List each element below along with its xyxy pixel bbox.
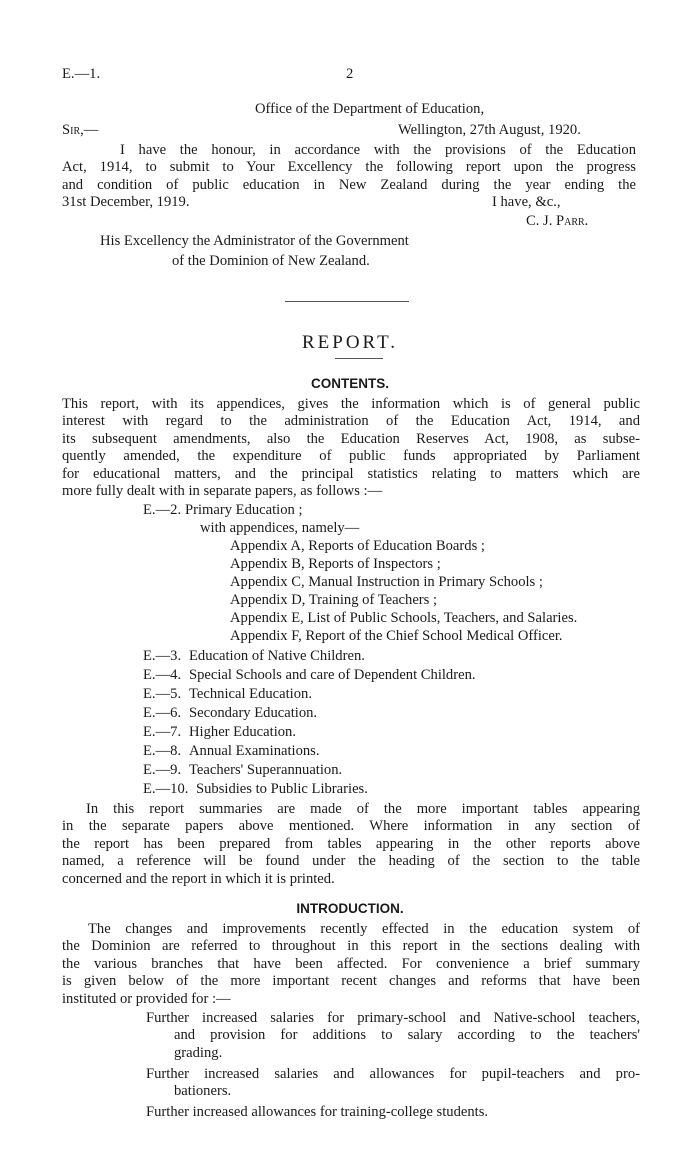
introduction-heading: INTRODUCTION. [296, 901, 404, 916]
paper-label: Subsidies to Public Libraries. [196, 781, 368, 797]
contents-intro-line: This report, with its appendices, gives the information which is of general public [62, 396, 640, 412]
paper-label: Secondary Education. [189, 705, 318, 721]
paper-label: Technical Education. [189, 686, 312, 702]
title-underline [335, 358, 383, 359]
introduction-item [146, 1066, 640, 1101]
appendix-item: Appendix C, Manual Instruction in Primary Schools ; [230, 574, 543, 590]
letter-body-line: I have the honour, in accordance with the provisions of the Education [120, 142, 636, 158]
introduction-item-line: Further increased salaries and allowances for pupil-teachers and pro- [146, 1066, 640, 1082]
introduction-item-line: Further increased salaries for primary-school and Native-school teachers, [146, 1010, 640, 1026]
summary-line: named, a reference will be found under the heading of the section to the table [62, 853, 640, 870]
paper-label: Annual Examinations. [189, 743, 320, 759]
paper-label: Education of Native Children. [189, 648, 365, 664]
introduction-item [146, 1010, 640, 1062]
letter-signature: C. J. Parr. [526, 213, 589, 229]
primary-education-code: E.—2. [143, 502, 182, 518]
appendix-item: Appendix A, Reports of Education Boards ; [230, 538, 485, 554]
introduction-line: instituted or provided for :— [62, 990, 231, 1007]
paper-label: Higher Education. [189, 724, 296, 740]
introduction-line: the various branches that have been affected. For convenience a brief summary [62, 955, 640, 972]
page-number: 2 [346, 66, 354, 82]
paper-code: E.—8. [143, 743, 182, 759]
primary-with-appendices: with appendices, namely— [200, 520, 360, 536]
letter-place-date: Wellington, 27th August, 1920. [398, 122, 581, 138]
contents-heading: CONTENTS. [310, 376, 389, 391]
introduction-item-line: bationers. [174, 1083, 232, 1100]
paper-code: E.—7. [143, 724, 182, 740]
introduction-paragraph [62, 921, 640, 1008]
introduction-item-line: grading. [174, 1044, 223, 1061]
paper-code: E.—6. [143, 705, 182, 721]
summary-line: concerned and the report in which it is printed. [62, 870, 335, 887]
contents-intro-line: interest with regard to the administration of the Education Act, 1914, and [62, 413, 640, 430]
summary-line: In this report summaries are made of the more important tables appearing [86, 801, 640, 817]
appendix-item: Appendix D, Training of Teachers ; [230, 592, 438, 608]
introduction-line: the Dominion are referred to throughout in this report in the sections dealing with [62, 938, 640, 955]
letter-addressee-line2: of the Dominion of New Zealand. [172, 253, 370, 269]
introduction-item-line: Further increased allowances for training-college students. [146, 1104, 489, 1120]
primary-education-label: Primary Education ; [185, 502, 303, 518]
section-divider [285, 301, 409, 302]
letter-body-line: and condition of public education in New Zealand during the year ending the [62, 176, 636, 193]
introduction-line: is given below of the more important recent changes and reforms that have been [62, 973, 640, 990]
appendix-item: Appendix B, Reports of Inspectors ; [230, 556, 441, 572]
paper-label: Special Schools and care of Dependent Children. [189, 667, 476, 683]
letter-body-line: Act, 1914, to submit to Your Excellency the following report upon the progress [62, 159, 636, 176]
paper-code: E.—10. [143, 781, 189, 797]
letter-addressee-line1: His Excellency the Administrator of the Government [100, 233, 409, 249]
contents-intro-line: its subsequent amendments, also the Education Reserves Act, 1908, as subse- [62, 430, 640, 447]
contents-intro-line: for educational matters, and the principal statistics relating to matters which are [62, 465, 640, 482]
letter-salutation: Sir,— [62, 122, 99, 138]
page-code: E.—1. [62, 66, 101, 82]
summary-line: the report has been prepared from tables appearing in the other reports above [62, 835, 640, 852]
letter-closing: I have, &c., [492, 194, 561, 210]
introduction-line: The changes and improvements recently effected in the education system of [88, 921, 640, 937]
paper-label: Teachers' Superannuation. [189, 762, 343, 778]
paper-code: E.—9. [143, 762, 182, 778]
contents-intro-line: quently amended, the expenditure of public funds appropriated by Parliament [62, 448, 640, 465]
paper-code: E.—4. [143, 667, 182, 683]
contents-summary [62, 801, 640, 888]
appendix-item: Appendix E, List of Public Schools, Teachers, and Salaries. [230, 610, 578, 626]
appendix-item: Appendix F, Report of the Chief School Medical Officer. [230, 628, 563, 644]
letter-office: Office of the Department of Education, [255, 101, 485, 117]
summary-line: in the separate papers above mentioned. Where information in any section of [62, 818, 640, 835]
contents-intro [62, 396, 640, 500]
paper-code: E.—3. [143, 648, 182, 664]
report-title: REPORT. [301, 332, 399, 353]
introduction-item [146, 1104, 488, 1121]
paper-code: E.—5. [143, 686, 182, 702]
introduction-item-line: and provision for additions to salary according to the teachers' [174, 1027, 640, 1044]
contents-intro-line: more fully dealt with in separate papers, as follows :— [62, 482, 383, 499]
letter-body-line: 31st December, 1919. [62, 194, 190, 211]
